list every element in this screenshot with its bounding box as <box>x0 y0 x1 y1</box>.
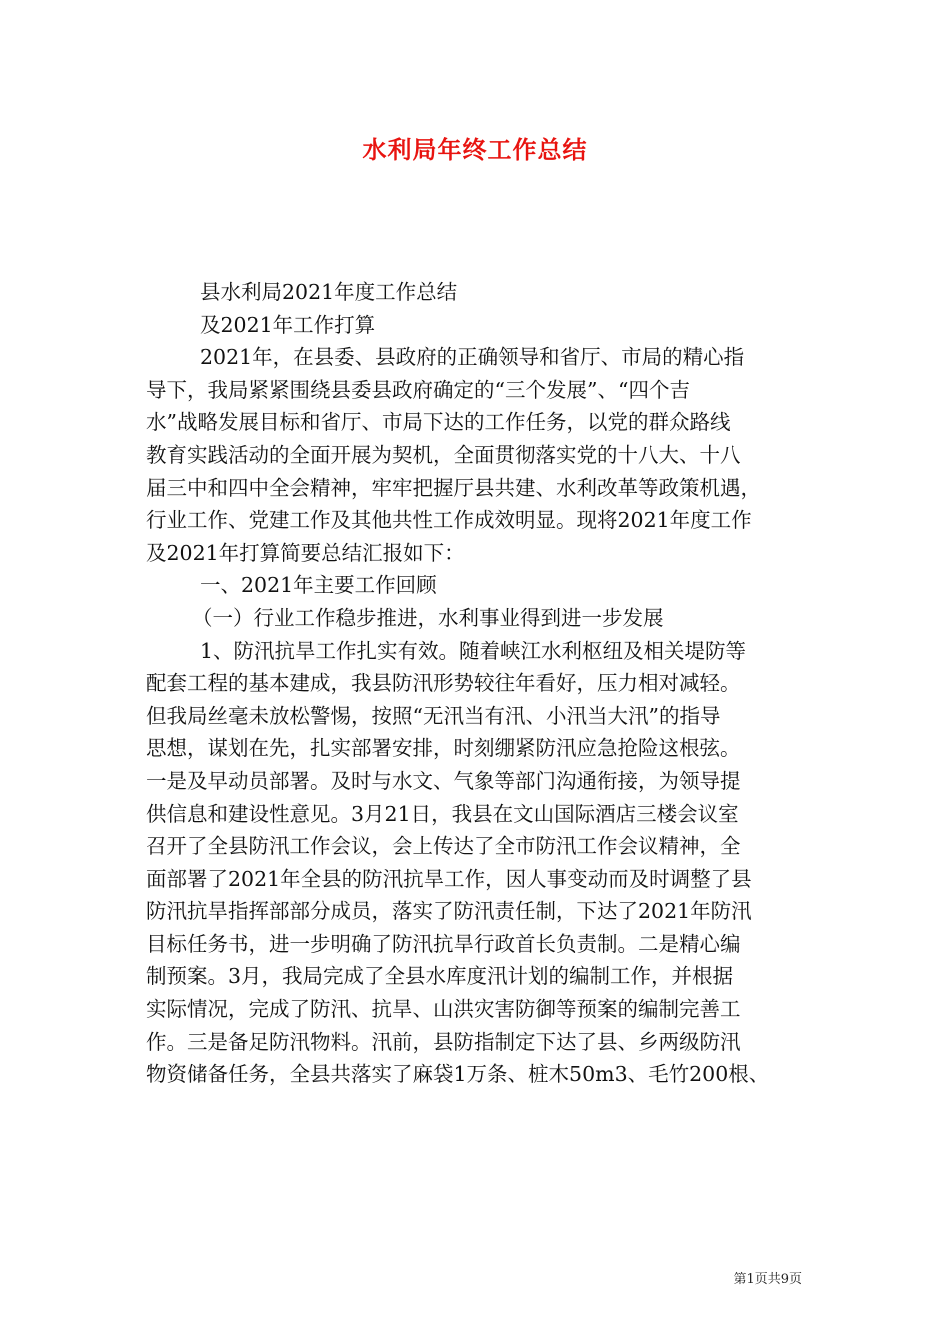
body-line: 防汛抗旱指挥部部分成员，落实了防汛责任制，下达了2021年防汛 <box>146 899 752 924</box>
page-number: 第1页共9页 <box>733 1272 802 1287</box>
body-line: 实际情况，完成了防汛、抗旱、山洪灾害防御等预案的编制完善工 <box>146 997 741 1022</box>
body-line: 水”战略发展目标和省厅、市局下达的工作任务，以党的群众路线 <box>146 410 731 435</box>
body-line: 作。三是备足防汛物料。汛前，县防指制定下达了县、乡两级防汛 <box>146 1029 741 1054</box>
body-line: 1、防汛抗旱工作扎实有效。随着峡江水利枢纽及相关堤防等 <box>200 638 747 663</box>
body-line: 物资储备任务，全县共落实了麻袋1万条、桩木50m3、毛竹200根、 <box>146 1062 770 1087</box>
body-line: 思想，谋划在先，扎实部署安排，时刻绷紧防汛应急抢险这根弦。 <box>146 736 741 761</box>
body-line: 行业工作、党建工作及其他共性工作成效明显。现将2021年度工作 <box>146 508 752 533</box>
document-title: 水利局年终工作总结 <box>362 135 588 164</box>
body-line: 制预案。3月，我局完成了全县水库度汛计划的编制工作，并根据 <box>146 964 734 989</box>
body-line: 及2021年工作打算 <box>200 312 376 337</box>
body-line: 2021年，在县委、县政府的正确领导和省厅、市局的精心指 <box>200 345 745 370</box>
body-line: 一、2021年主要工作回顾 <box>200 573 437 598</box>
body-line: 目标任务书，进一步明确了防汛抗旱行政首长负责制。二是精心编 <box>146 931 741 956</box>
body-line: 教育实践活动的全面开展为契机，全面贯彻落实党的十八大、十八 <box>146 442 741 467</box>
body-line: 但我局丝毫未放松警惕，按照“无汛当有汛、小汛当大汛”的指导 <box>146 703 721 728</box>
body-line: 一是及早动员部署。及时与水文、气象等部门沟通衔接，为领导提 <box>146 768 741 793</box>
body-line: 县水利局2021年度工作总结 <box>200 280 458 304</box>
body-line: 届三中和四中全会精神，牢牢把握厅县共建、水利改革等政策机遇， <box>146 475 761 500</box>
body-line: 配套工程的基本建成，我县防汛形势较往年看好，压力相对减轻。 <box>146 671 741 696</box>
body-line: 面部署了2021年全县的防汛抗旱工作，因人事变动而及时调整了县 <box>146 866 752 891</box>
body-line: 导下，我局紧紧围绕县委县政府确定的“三个发展”、“四个吉 <box>146 377 690 402</box>
body-line: （一）行业工作稳步推进，水利事业得到进一步发展 <box>192 605 664 630</box>
document-body <box>146 276 810 1091</box>
body-line: 及2021年打算简要总结汇报如下： <box>146 540 465 565</box>
body-line: 召开了全县防汛工作会议，会上传达了全市防汛工作会议精神，全 <box>146 834 741 859</box>
body-line: 供信息和建设性意见。3月21日，我县在文山国际酒店三楼会议室 <box>146 801 739 826</box>
